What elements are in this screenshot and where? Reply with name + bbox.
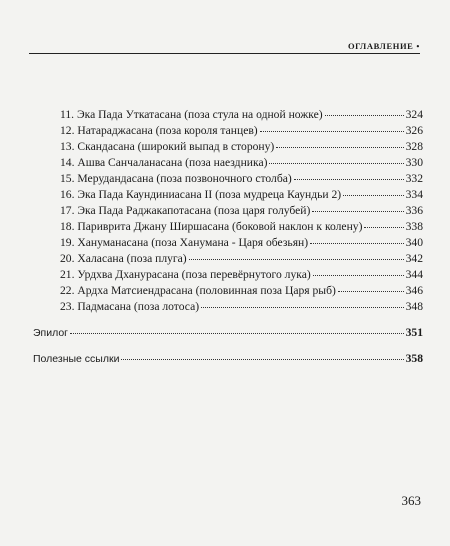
toc-entry-title: 18. Париврита Джану Ширшасана (боковой наклон к колену) bbox=[60, 220, 363, 233]
toc-entry bbox=[60, 204, 423, 218]
dot-leader bbox=[294, 179, 404, 180]
dot-leader bbox=[276, 147, 403, 148]
toc-entry-title: 13. Скандасана (широкий выпад в сторону) bbox=[60, 140, 275, 153]
toc-entry-title: 20. Халасана (поза плуга) bbox=[60, 252, 187, 265]
toc-entry-page: 338 bbox=[405, 220, 423, 233]
toc-entry-page: 340 bbox=[405, 236, 423, 249]
toc-entry-page: 348 bbox=[405, 300, 423, 313]
dot-leader bbox=[201, 307, 404, 308]
toc-entry-page: 326 bbox=[405, 124, 423, 137]
toc-entry-page: 324 bbox=[405, 108, 423, 121]
toc-entry-title: 15. Мерудандасана (поза позвоночного столба) bbox=[60, 172, 292, 185]
toc-entry-title: 16. Эка Пада Каундиниасана II (поза мудреца Каундьи 2) bbox=[60, 188, 342, 201]
dot-leader bbox=[260, 131, 404, 132]
dot-leader bbox=[121, 359, 403, 360]
toc-entry bbox=[60, 268, 423, 282]
toc-entry-page: 344 bbox=[405, 268, 423, 281]
dot-leader bbox=[313, 275, 404, 276]
toc-entry-page: 332 bbox=[405, 172, 423, 185]
toc-entry bbox=[60, 188, 423, 202]
page-number: 363 bbox=[401, 493, 421, 508]
toc-entry bbox=[60, 108, 423, 122]
toc-entry-title: 14. Ашва Санчаланасана (поза наездника) bbox=[60, 156, 268, 169]
toc-entry bbox=[60, 156, 423, 170]
dot-leader bbox=[343, 195, 403, 196]
toc-chapter-title: Полезные ссылки bbox=[33, 353, 120, 365]
toc-chapter-page: 358 bbox=[405, 352, 423, 365]
toc-chapter-entry bbox=[33, 352, 423, 366]
toc-entry-page: 330 bbox=[405, 156, 423, 169]
toc-entry-page: 336 bbox=[405, 204, 423, 217]
toc-entry-page: 334 bbox=[405, 188, 423, 201]
toc-chapter-page: 351 bbox=[405, 326, 423, 339]
dot-leader bbox=[312, 211, 403, 212]
toc-entry bbox=[60, 124, 423, 138]
header-rule bbox=[29, 53, 420, 54]
toc-chapter-title: Эпилог bbox=[33, 327, 69, 339]
toc-entry-title: 12. Натараджасана (поза короля танцев) bbox=[60, 124, 258, 137]
toc-entry bbox=[60, 252, 423, 266]
toc-entry bbox=[60, 172, 423, 186]
toc-entry-page: 342 bbox=[405, 252, 423, 265]
toc-entry bbox=[60, 300, 423, 314]
page-header bbox=[0, 0, 450, 60]
toc-entry bbox=[60, 220, 423, 234]
dot-leader bbox=[70, 333, 404, 334]
toc-entry bbox=[60, 140, 423, 154]
toc-entry-title: 21. Урдхва Дханурасана (поза перевёрнутого лука) bbox=[60, 268, 311, 281]
dot-leader bbox=[189, 259, 404, 260]
dot-leader bbox=[310, 243, 404, 244]
toc-entry-title: 11. Эка Пада Уткатасана (поза стула на одной ножке) bbox=[60, 108, 323, 121]
dot-leader bbox=[338, 291, 404, 292]
dot-leader bbox=[325, 115, 404, 116]
toc-entry-title: 17. Эка Пада Раджакапотасана (поза царя голубей) bbox=[60, 204, 311, 217]
dot-leader bbox=[269, 163, 403, 164]
dot-leader bbox=[364, 227, 403, 228]
bullet-icon: • bbox=[416, 41, 420, 51]
toc-entry-page: 346 bbox=[405, 284, 423, 297]
toc-entry-title: 22. Ардха Матсиендрасана (половинная поза Царя рыб) bbox=[60, 284, 336, 297]
toc-entry-title: 23. Падмасана (поза лотоса) bbox=[60, 300, 200, 313]
toc-entry-title: 19. Хануманасана (поза Ханумана - Царя обезьян) bbox=[60, 236, 309, 249]
toc-chapter-entry bbox=[33, 326, 423, 340]
toc-entry bbox=[60, 284, 423, 298]
running-head-text: ОГЛАВЛЕНИЕ bbox=[347, 41, 414, 51]
running-head bbox=[348, 41, 420, 51]
toc-entry bbox=[60, 236, 423, 250]
toc-entry-page: 328 bbox=[405, 140, 423, 153]
